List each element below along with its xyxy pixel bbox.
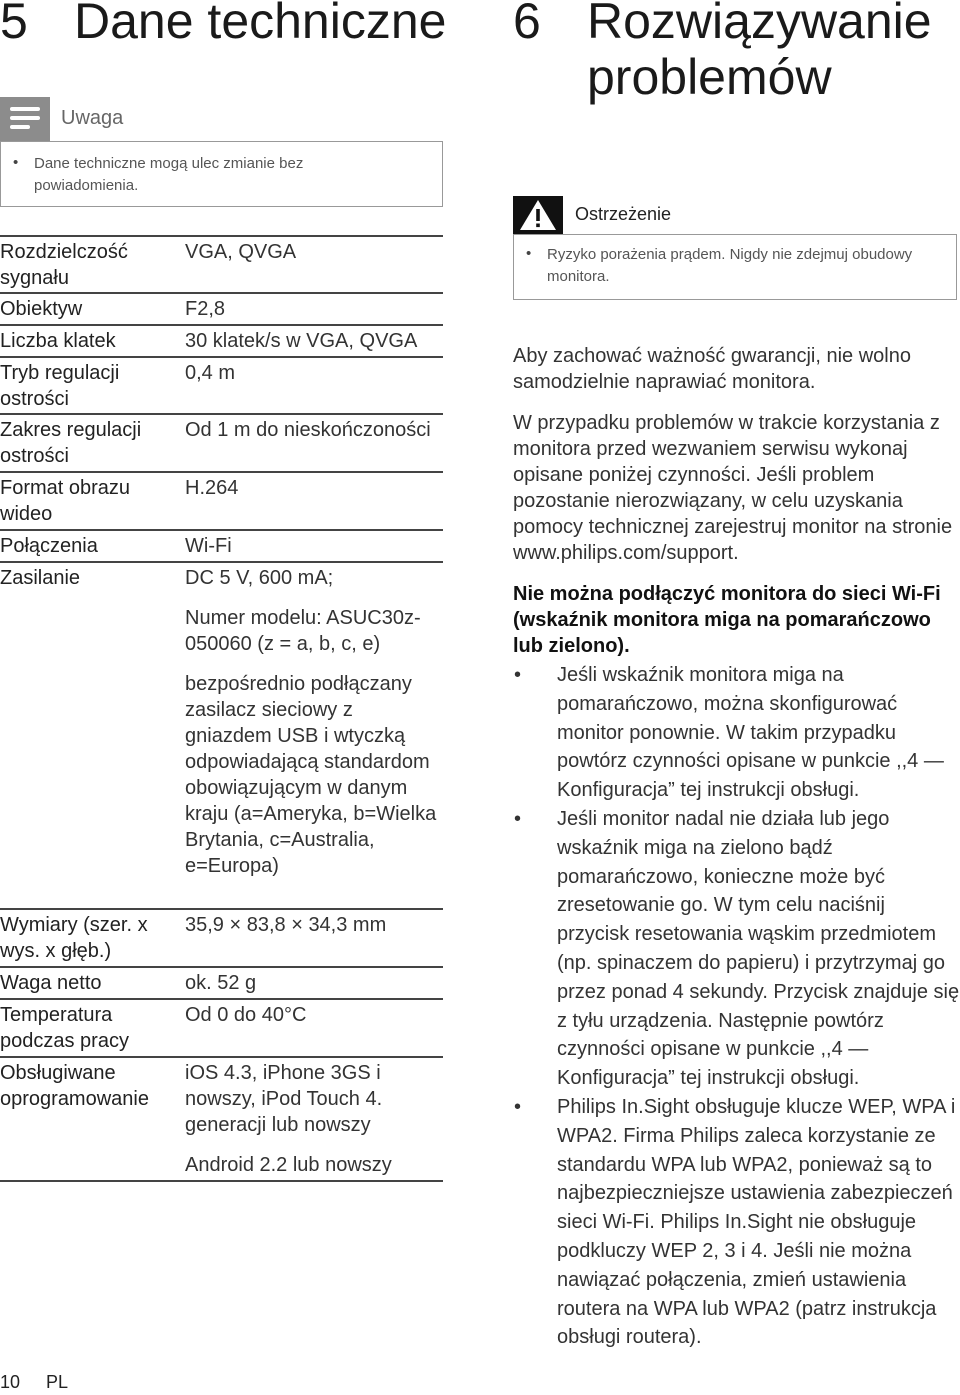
spec-row	[0, 561, 443, 877]
list-item-text: Jeśli wskaźnik monitora miga na pomarańczowo, można skonfigurować monitor ponownie. W takim przypadku powtórz czynności opisane w punkcie ,,4 — Konfiguracja” tej instrukcji obsługi.	[557, 664, 944, 802]
spec-row	[0, 413, 443, 467]
spec-value-text: H.264	[185, 477, 239, 499]
spec-label: Wymiary (szer. x wys. x głęb.)	[0, 914, 148, 962]
section-number: 5	[0, 0, 28, 49]
list-item	[513, 1093, 960, 1352]
note-box	[0, 97, 443, 208]
page-number: 10	[0, 1372, 21, 1392]
section-heading-specs	[0, 0, 446, 50]
spec-label: Temperatura podczas pracy	[0, 1004, 129, 1052]
spec-label: Obiektyw	[0, 298, 83, 320]
spec-row	[0, 471, 443, 525]
spec-value	[185, 417, 443, 443]
spec-label: Obsługiwane oprogramowanie	[0, 1062, 149, 1110]
spec-label: Połączenia	[0, 535, 98, 557]
section-title-line1: Rozwiązywanie	[587, 0, 932, 49]
spec-row	[0, 998, 443, 1052]
spec-value	[185, 565, 443, 879]
spec-value-text: Wi-Fi	[185, 535, 232, 557]
spec-label: Zasilanie	[0, 567, 81, 589]
spec-value-text: Android 2.2 lub nowszy	[185, 1154, 392, 1176]
spec-value-text: 30 klatek/s w VGA, QVGA	[185, 330, 418, 352]
spec-row	[0, 324, 443, 352]
spec-row	[0, 356, 443, 410]
spec-value	[185, 970, 443, 996]
spec-label: Format obrazu wideo	[0, 477, 131, 525]
page-footer	[0, 1372, 68, 1393]
spec-row	[0, 235, 443, 289]
warning-icon	[513, 196, 563, 234]
spec-value	[185, 475, 443, 501]
section-title: Dane techniczne	[74, 0, 447, 49]
warning-box	[513, 196, 957, 302]
spec-value	[185, 1060, 443, 1178]
section-number: 6	[513, 0, 541, 49]
spec-label: Tryb regulacji ostrości	[0, 362, 120, 410]
spec-value	[185, 533, 443, 559]
note-text: Dane techniczne mogą ulec zmianie bez powiadomienia.	[34, 155, 304, 194]
list-item	[513, 805, 960, 1093]
bullet: •	[526, 245, 532, 262]
spec-value	[185, 360, 443, 386]
spec-label: Zakres regulacji ostrości	[0, 419, 142, 467]
section-title-line2: problemów	[587, 49, 832, 105]
note-content	[0, 141, 443, 207]
solution-list	[513, 661, 960, 1352]
list-item-text: Jeśli monitor nadal nie działa lub jego wskaźnik miga na zielono bądź pomarańczowo, konieczne może być zresetowanie go. W tym celu naciśnij przycisk resetowania wąskim przedmiotem (np. spinaczem do papieru) i przytrzymaj go przez ponad 4 sekundy. Przycisk znajduje się z tyłu urządzenia. Następnie powtórz czynności opisane w punkcie ,,4 — Konfiguracja” tej instrukcji obsługi.	[557, 807, 960, 1090]
problem-heading: Nie można podłączyć monitora do sieci Wi-Fi (wskaźnik monitora miga na pomarańczowo lub zielono).	[513, 583, 941, 657]
spec-value-text: Od 0 do 40°C	[185, 1004, 307, 1026]
spec-row	[0, 966, 443, 994]
list-item-text: Philips In.Sight obsługuje klucze WEP, WPA i WPA2. Firma Philips zaleca korzystanie ze standardu WPA lub WPA2, ponieważ są to najbezpieczniejsze ustawienia zabezpieczeń sieci Wi-Fi. Philips In.Sight nie obsługuje podkluczy WEP 2, 3 i 4. Jeśli nie można nawiązać połączenia, zmień ustawienia routera na WPA lub WPA2 (patrz instrukcja obsługi routera).	[557, 1095, 956, 1349]
section-heading-troubleshooting	[513, 0, 932, 105]
spec-value	[185, 328, 443, 354]
spec-value-text: ok. 52 g	[185, 972, 257, 994]
note-icon	[0, 97, 50, 141]
spec-label: Liczba klatek	[0, 330, 116, 352]
spec-value-text: F2,8	[185, 298, 226, 320]
spec-value	[185, 1002, 443, 1028]
spec-value-text: VGA, QVGA	[185, 241, 297, 263]
spec-label: Waga netto	[0, 972, 102, 994]
spec-value-text: Numer modelu: ASUC30z-050060 (z = a, b, c, e)	[185, 607, 421, 655]
spec-value-text: iOS 4.3, iPhone 3GS i nowszy, iPod Touch 4. generacji lub nowszy	[185, 1062, 383, 1136]
bullet: •	[514, 1095, 522, 1118]
spec-value-text: bezpośrednio podłączany zasilacz sieciowy z gniazdem USB i wtyczką odpowiadającą standardom obowiązującym w danym kraju (a=Ameryka, b=Wielka Brytania, c=Australia, e=Europa)	[185, 673, 437, 877]
spec-row	[0, 1056, 443, 1176]
spec-value-text: 0,4 m	[185, 362, 236, 384]
note-title: Uwaga	[61, 107, 124, 129]
spec-value	[185, 912, 443, 938]
spec-row	[0, 292, 443, 320]
list-item	[513, 661, 960, 805]
spec-value-text: DC 5 V, 600 mA;	[185, 567, 334, 589]
spec-value-text: 35,9 × 83,8 × 34,3 mm	[185, 914, 387, 936]
spec-value	[185, 239, 443, 265]
spec-label: Rozdzielczość sygnału	[0, 241, 128, 289]
spec-row	[0, 529, 443, 557]
spec-value	[185, 296, 443, 322]
language-code: PL	[46, 1372, 69, 1392]
bullet: •	[514, 807, 522, 830]
table-bottom-rule	[0, 1180, 443, 1182]
warning-content	[513, 234, 957, 300]
warning-text: Ryzyko porażenia prądem. Nigdy nie zdejmuj obudowy monitora.	[547, 246, 913, 285]
paragraph-warranty: Aby zachować ważność gwarancji, nie wolno samodzielnie naprawiać monitora.	[513, 345, 911, 393]
bullet: •	[13, 154, 19, 171]
warning-title: Ostrzeżenie	[575, 204, 672, 224]
spec-row	[0, 908, 443, 962]
spec-value-text: Od 1 m do nieskończoności	[185, 419, 431, 441]
bullet: •	[514, 664, 522, 686]
paragraph-support: W przypadku problemów w trakcie korzystania z monitora przed wezwaniem serwisu wykonaj opisane poniżej czynności. Jeśli problem pozostanie nierozwiązany, w celu uzyskania pomocy technicznej zarejestruj monitor na stronie www.philips.com/support.	[513, 412, 953, 564]
